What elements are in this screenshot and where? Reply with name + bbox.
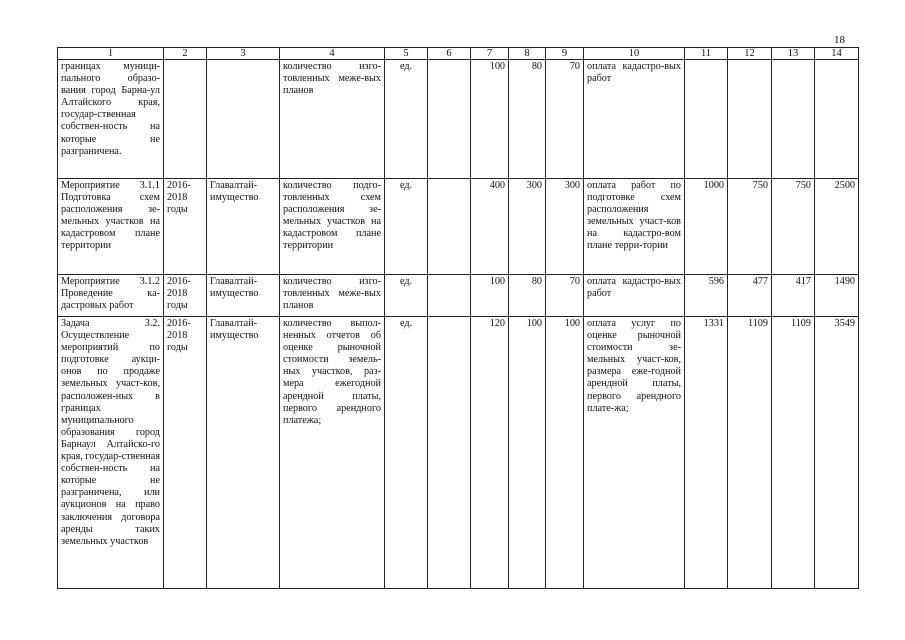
cell-col-2: 2016-2018 годы [164, 317, 207, 589]
cell-col-8: 300 [509, 179, 546, 275]
column-number-6: 6 [428, 48, 471, 60]
cell-col-10: оплата кадастро-вых работ [584, 60, 685, 179]
cell-col-10: оплата кадастро-вых работ [584, 275, 685, 317]
cell-col-7: 100 [471, 60, 509, 179]
column-number-8: 8 [509, 48, 546, 60]
column-number-5: 5 [385, 48, 428, 60]
cell-col-13 [772, 60, 815, 179]
cell-col-12 [728, 60, 772, 179]
cell-col-1: Мероприятие 3.1.1 Подготовка схем расположения зе-мельных участков на кадастровом плане территории [58, 179, 164, 275]
cell-col-3 [207, 60, 280, 179]
column-number-12: 12 [728, 48, 772, 60]
cell-col-4: количество подго-товленных схем расположения зе-мельных участков на кадастровом плане территории [280, 179, 385, 275]
cell-col-6 [428, 179, 471, 275]
cell-col-12: 477 [728, 275, 772, 317]
cell-col-10: оплата работ по подготовке схем расположения земельных участ-ков на кадастро-вом плане терри-тории [584, 179, 685, 275]
page-number: 18 [834, 34, 845, 46]
cell-col-14: 3549 [815, 317, 859, 589]
column-number-11: 11 [685, 48, 728, 60]
cell-col-1: Мероприятие 3.1.2 Проведение ка-дастровых работ [58, 275, 164, 317]
cell-col-11 [685, 60, 728, 179]
cell-col-4: количество изго-товленных меже-вых планов [280, 60, 385, 179]
cell-col-4: количество выпол-ненных отчетов об оценке рыночной стоимости земель-ных участков, раз-мера ежегодной арендной платы, первого арендного платежа; [280, 317, 385, 589]
column-number-10: 10 [584, 48, 685, 60]
column-number-3: 3 [207, 48, 280, 60]
cell-col-13: 1109 [772, 317, 815, 589]
column-number-row [58, 48, 859, 60]
table-row [58, 179, 859, 275]
cell-col-9: 300 [546, 179, 584, 275]
cell-col-14: 2500 [815, 179, 859, 275]
cell-col-5: ед. [385, 60, 428, 179]
cell-col-3: Главалтай-имущество [207, 317, 280, 589]
cell-col-6 [428, 275, 471, 317]
cell-col-14: 1490 [815, 275, 859, 317]
cell-col-11: 1000 [685, 179, 728, 275]
cell-col-5: ед. [385, 275, 428, 317]
cell-col-6 [428, 317, 471, 589]
column-number-14: 14 [815, 48, 859, 60]
table-row [58, 317, 859, 589]
cell-col-7: 120 [471, 317, 509, 589]
cell-col-1: границах муници-пального образо-вания город Барна-ул Алтайского края, государ-ственная собствен-ность на которые не разграничена. [58, 60, 164, 179]
cell-col-8: 100 [509, 317, 546, 589]
cell-col-3: Главалтай-имущество [207, 179, 280, 275]
program-table [57, 47, 859, 589]
cell-col-11: 596 [685, 275, 728, 317]
column-number-1: 1 [58, 48, 164, 60]
table-row [58, 60, 859, 179]
cell-col-14 [815, 60, 859, 179]
cell-col-7: 400 [471, 179, 509, 275]
cell-col-13: 750 [772, 179, 815, 275]
cell-col-12: 750 [728, 179, 772, 275]
column-number-2: 2 [164, 48, 207, 60]
cell-col-3: Главалтай-имущество [207, 275, 280, 317]
cell-col-12: 1109 [728, 317, 772, 589]
cell-col-13: 417 [772, 275, 815, 317]
cell-col-8: 80 [509, 275, 546, 317]
cell-col-4: количество изго-товленных меже-вых планов [280, 275, 385, 317]
cell-col-1: Задача 3.2. Осуществление мероприятий по подготовке аукци-онов по продаже земельных участ-ков, расположен-ных в границах муниципального образования город Барнаул Алтайско-го края, государ-ственная собствен-ность на которые не разграничена, или аукционов на право заключения договора аренды таких земельных участков [58, 317, 164, 589]
cell-col-5: ед. [385, 179, 428, 275]
cell-col-11: 1331 [685, 317, 728, 589]
column-number-13: 13 [772, 48, 815, 60]
cell-col-7: 100 [471, 275, 509, 317]
column-number-7: 7 [471, 48, 509, 60]
table-row [58, 275, 859, 317]
cell-col-2 [164, 60, 207, 179]
cell-col-5: ед. [385, 317, 428, 589]
cell-col-9: 70 [546, 275, 584, 317]
cell-col-2: 2016-2018 годы [164, 179, 207, 275]
column-number-9: 9 [546, 48, 584, 60]
cell-col-6 [428, 60, 471, 179]
cell-col-9: 100 [546, 317, 584, 589]
cell-col-10: оплата услуг по оценке рыночной стоимости зе-мельных участ-ков, размера еже-годной арендной платы, первого арендного плате-жа; [584, 317, 685, 589]
column-number-4: 4 [280, 48, 385, 60]
cell-col-8: 80 [509, 60, 546, 179]
cell-col-9: 70 [546, 60, 584, 179]
cell-col-2: 2016-2018 годы [164, 275, 207, 317]
